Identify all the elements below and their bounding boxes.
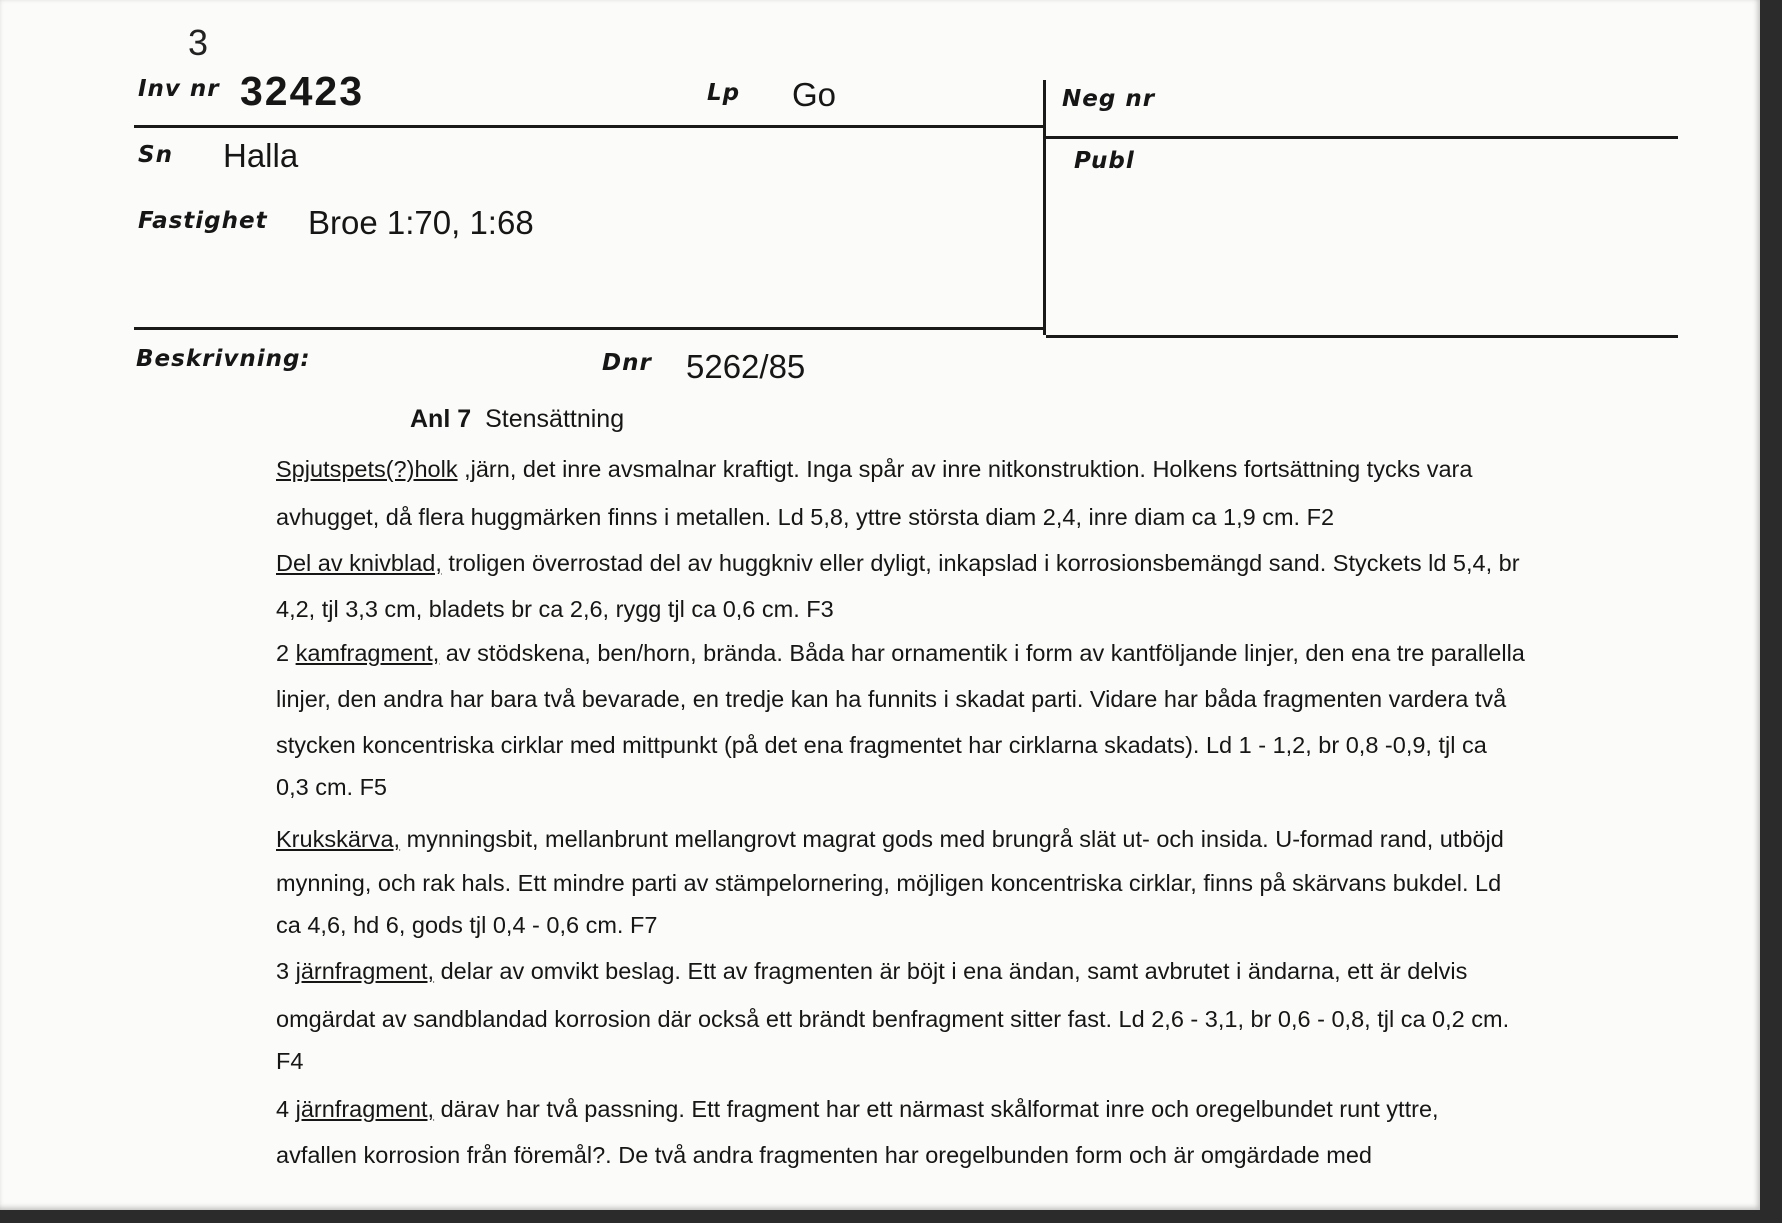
anl-title: [410, 405, 624, 434]
sn-value: Halla: [223, 137, 299, 174]
item-title: Del av knivblad,: [276, 550, 442, 576]
anl-label: Anl 7: [410, 405, 472, 433]
item-title: järnfragment,: [295, 958, 435, 984]
section-rule-left: [134, 327, 1046, 330]
page-number: 3: [188, 22, 209, 63]
inv-nr-label: Inv nr: [138, 76, 220, 102]
item-line: linjer, den andra har bara två bevarade, en tredje kan ha funnits i skadat parti. Vidare har båda fragmenten vardera två: [276, 686, 1507, 712]
item-line: 4,2, tjl 3,3 cm, bladets br ca 2,6, rygg tjl ca 0,6 cm. F3: [276, 596, 834, 622]
item-line: omgärdat av sandblandad korrosion där också ett brändt benfragment sitter fast. Ld 2,6 - 3,1, br 0,6 - 0,8, tjl ca 0,2 cm.: [276, 1006, 1510, 1032]
header-rule-left: [134, 125, 1046, 128]
neg-nr-label: Neg nr: [1062, 86, 1156, 112]
anl-value: Stensättning: [485, 405, 625, 433]
item-title: kamfragment,: [295, 640, 440, 666]
fastighet-value: Broe 1:70, 1:68: [308, 204, 534, 241]
fastighet-label: Fastighet: [138, 208, 268, 234]
dnr-value: 5262/85: [686, 348, 806, 385]
item-line: avfallen korrosion från föremål?. De två andra fragmenten har oregelbunden form och är omgärdade med: [276, 1142, 1372, 1168]
sn-label: Sn: [138, 142, 173, 168]
item-line: stycken koncentriska cirklar med mittpunkt (på det ena fragmentet har cirklarna skadats). Ld 1 - 1,2, br 0,8 -0,9, tjl ca: [276, 732, 1487, 758]
beskrivning-label: Beskrivning:: [136, 346, 311, 372]
dnr-label: Dnr: [602, 350, 652, 376]
item-line: Del av knivblad, troligen överrostad del av huggkniv eller dyligt, inkapslad i korrosionsbemängd sand. Styckets ld 5,4, br: [276, 550, 1520, 576]
item-title: Krukskärva,: [276, 826, 401, 852]
item-line: Spjutspets(?)holk ,järn, det inre avsmalnar kraftigt. Inga spår av inre nitkonstruktion. Holkens fortsättning tycks vara: [276, 456, 1473, 482]
publ-label: Publ: [1074, 148, 1135, 174]
item-line: avhugget, då flera huggmärken finns i metallen. Ld 5,8, yttre största diam 2,4, inre diam ca 1,9 cm. F2: [276, 504, 1335, 530]
item-line: 2 kamfragment, av stödskena, ben/horn, brända. Båda har ornamentik i form av kantföljande linjer, den ena tre parallella: [276, 640, 1525, 666]
header-rule-right: [1046, 136, 1678, 139]
item-line: 0,3 cm. F5: [276, 774, 388, 800]
section-rule-right: [1046, 335, 1678, 338]
item-line: F4: [276, 1048, 304, 1074]
lp-value: Go: [792, 76, 837, 113]
item-line: 4 järnfragment, därav har två passning. Ett fragment har ett närmast skålformat inre och oregelbundet runt yttre,: [276, 1096, 1439, 1122]
item-line: mynning, och rak hals. Ett mindre parti av stämpelornering, möjligen koncentriska cirklar, finns på skärvans bukdel. Ld: [276, 870, 1502, 896]
item-line: 3 järnfragment, delar av omvikt beslag. Ett av fragmenten är böjt i ena ändan, samt avbrutet i ändarna, ett är delvis: [276, 958, 1468, 984]
item-line: ca 4,6, hd 6, gods tjl 0,4 - 0,6 cm. F7: [276, 912, 658, 938]
inv-nr-value: 32423: [240, 68, 365, 114]
lp-label: Lp: [707, 80, 741, 106]
item-title: järnfragment,: [295, 1096, 435, 1122]
header-vertical-divider: [1043, 80, 1046, 335]
item-line: Krukskärva, mynningsbit, mellanbrunt mellangrovt magrat gods med brungrå slät ut- och insida. U-formad rand, utböjd: [276, 826, 1504, 852]
item-title: Spjutspets(?)holk: [276, 456, 458, 482]
